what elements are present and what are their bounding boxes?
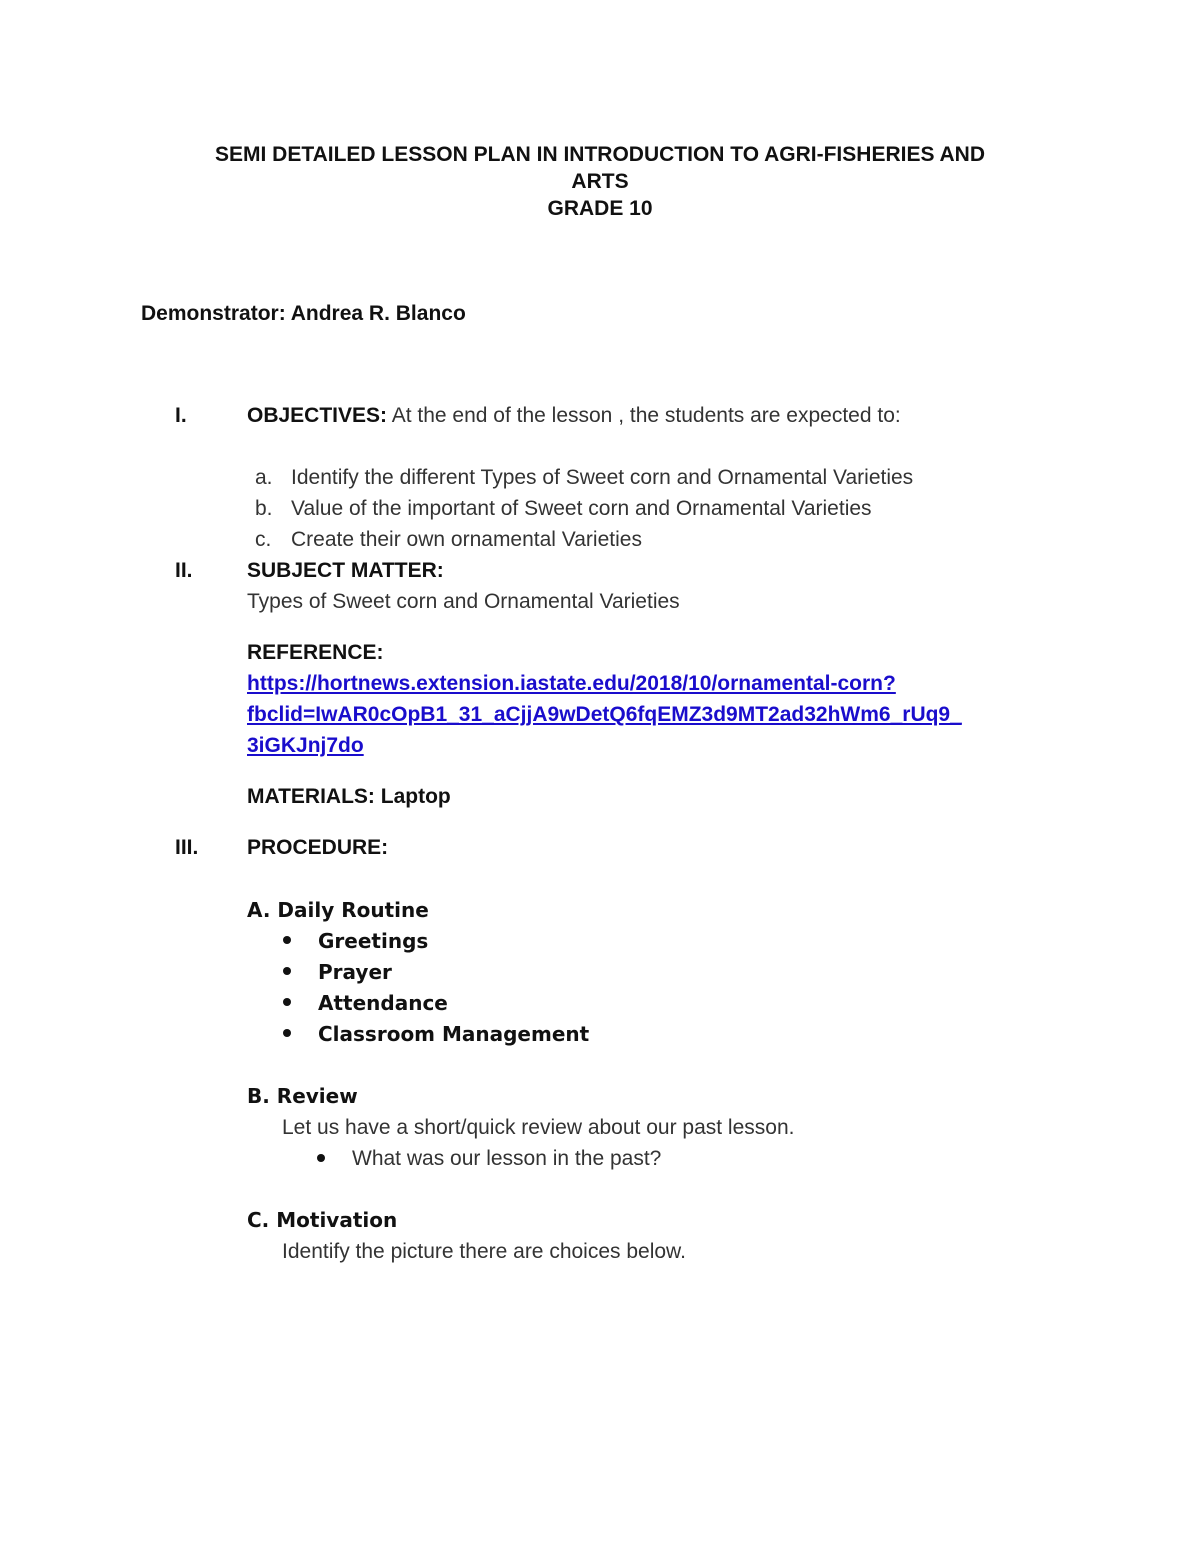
review-heading: B. Review: [247, 1084, 358, 1108]
daily-routine-heading: A. Daily Routine: [247, 898, 429, 922]
motivation-text: Identify the picture there are choices below.: [282, 1240, 686, 1263]
reference-link[interactable]: [247, 672, 896, 696]
procedure-heading: PROCEDURE:: [247, 836, 389, 859]
objective-item: Value of the important of Sweet corn and Ornamental Varieties: [291, 497, 872, 520]
motivation-heading: C. Motivation: [247, 1208, 398, 1232]
objectives-intro: At the end of the lesson , the students are expected to:: [387, 404, 901, 427]
numeral-iii: III.: [175, 836, 199, 859]
doc-title-line-2: ARTS: [571, 170, 629, 193]
bullet-icon: [317, 1154, 325, 1162]
objectives-heading: [247, 404, 901, 428]
review-question: What was our lesson in the past?: [352, 1147, 662, 1170]
objective-letter: a.: [255, 466, 273, 489]
routine-item: Attendance: [318, 991, 448, 1015]
demonstrator: Demonstrator: Andrea R. Blanco: [141, 302, 466, 325]
bullet-icon: [283, 967, 291, 975]
reference-heading: REFERENCE:: [247, 641, 384, 664]
numeral-ii: II.: [175, 559, 193, 582]
routine-item: Classroom Management: [318, 1022, 590, 1046]
review-text: Let us have a short/quick review about our past lesson.: [282, 1116, 795, 1139]
objectives-label: OBJECTIVES:: [247, 404, 388, 427]
objective-item: Create their own ornamental Varieties: [291, 528, 642, 551]
reference-link-line[interactable]: fbclid=IwAR0cOpB1_31_aCjjA9wDetQ6fqEMZ3d9MT2ad32hWm6_rUq9_: [247, 703, 962, 726]
objective-letter: c.: [255, 528, 272, 551]
doc-title-line-1: SEMI DETAILED LESSON PLAN IN INTRODUCTION TO AGRI-FISHERIES AND: [214, 143, 986, 166]
routine-item: Greetings: [318, 929, 429, 953]
reference-link-line[interactable]: https://hortnews.extension.iastate.edu/2018/10/ornamental-corn?: [247, 672, 896, 695]
reference-link[interactable]: [247, 734, 364, 758]
bullet-icon: [283, 1029, 291, 1037]
routine-item: Prayer: [318, 960, 392, 984]
objective-item: Identify the different Types of Sweet corn and Ornamental Varieties: [291, 466, 914, 489]
numeral-i: I.: [175, 404, 187, 427]
subject-heading: SUBJECT MATTER:: [247, 559, 444, 582]
reference-link[interactable]: [247, 703, 962, 727]
materials: MATERIALS: Laptop: [247, 785, 451, 808]
subject-text: Types of Sweet corn and Ornamental Varieties: [247, 590, 680, 613]
objective-letter: b.: [255, 497, 273, 520]
reference-link-line[interactable]: 3iGKJnj7do: [247, 734, 364, 757]
bullet-icon: [283, 998, 291, 1006]
bullet-icon: [283, 936, 291, 944]
doc-grade: GRADE 10: [547, 197, 653, 220]
